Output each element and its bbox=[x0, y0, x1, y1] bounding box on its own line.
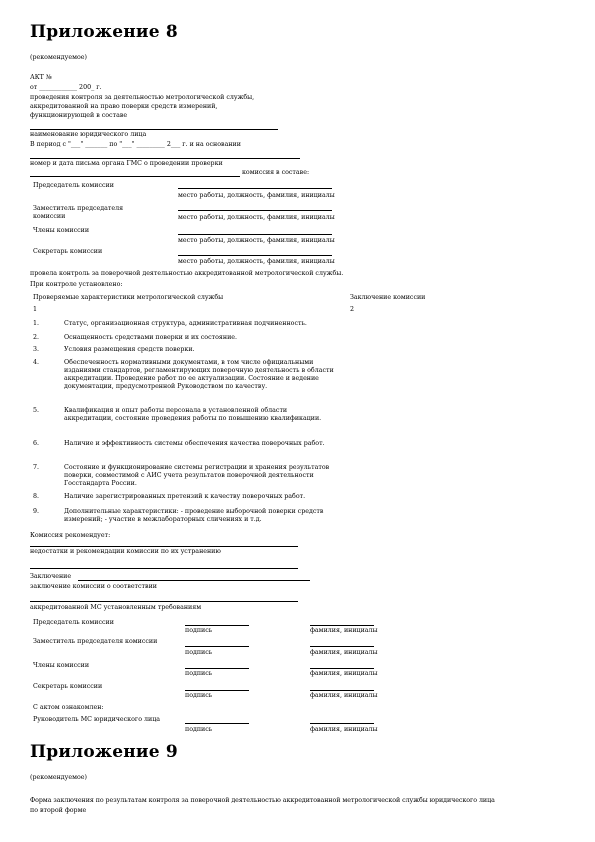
shortcomings-caption: недостатки и рекомендации комиссии по их устранению bbox=[30, 548, 221, 555]
appendix-8-recommended: (рекомендуемое) bbox=[30, 54, 87, 61]
sign-members-line bbox=[185, 668, 249, 669]
sign-members-sig: подпись bbox=[185, 670, 213, 677]
gms-line bbox=[30, 158, 300, 159]
appendix-8-title: Приложение 8 bbox=[30, 22, 178, 42]
head-sig-line bbox=[185, 723, 249, 724]
conclusion-label: Заключение bbox=[30, 573, 72, 580]
table-row-num: 7. bbox=[33, 464, 40, 471]
commission-line bbox=[30, 176, 240, 177]
member-chairman: Председатель комиссии bbox=[33, 182, 114, 189]
table-row-num: 9. bbox=[33, 508, 40, 515]
table-row-num: 4. bbox=[33, 359, 40, 366]
sign-chairman-sig: подпись bbox=[185, 627, 213, 634]
conclusion-line bbox=[78, 580, 310, 581]
sign-members-role: Члены комиссии bbox=[33, 662, 90, 669]
appendix-9-recommended: (рекомендуемое) bbox=[30, 774, 87, 781]
table-row-num: 3. bbox=[33, 346, 40, 353]
table-row-text: Статус, организационная структура, административная подчиненность. bbox=[64, 320, 307, 327]
member-secretary-caption: место работы, должность, фамилия, инициалы bbox=[178, 258, 335, 265]
member-secretary-line bbox=[178, 255, 332, 256]
table-col2-header: Заключение комиссии bbox=[350, 294, 426, 301]
member-chairman-caption: место работы, должность, фамилия, инициалы bbox=[178, 192, 335, 199]
sign-secretary-name: фамилия, инициалы bbox=[310, 692, 378, 699]
established-label: При контроле установлено: bbox=[30, 281, 123, 288]
table-row-text: Состояние и функционирование системы регистрации и хранения результатов поверки, совместимой с АИС учета результатов поверочной деятельности Госстандарта России. bbox=[64, 464, 330, 487]
sign-chairman-name-line bbox=[310, 625, 374, 626]
head-role: Руководитель МС юридического лица bbox=[33, 716, 161, 723]
act-period: В период с "___" _______ по "___" _________ 2___ г. и на основании bbox=[30, 141, 241, 148]
sign-chairman-role: Председатель комиссии bbox=[33, 619, 114, 626]
accredited-caption: аккредитованной МС установленным требованиям bbox=[30, 604, 202, 611]
table-row-num: 8. bbox=[33, 493, 40, 500]
member-members-line bbox=[178, 234, 332, 235]
table-row-num: 1. bbox=[33, 320, 40, 327]
member-deputy-line bbox=[178, 210, 332, 211]
sign-secretary-role: Секретарь комиссии bbox=[33, 683, 103, 690]
act-purpose-line2: аккредитованной на право поверки средств измерений, bbox=[30, 103, 218, 110]
table-row-text: Наличие и эффективность системы обеспечения качества поверочных работ. bbox=[64, 440, 325, 447]
recommends-line bbox=[30, 546, 298, 547]
act-number: АКТ № bbox=[30, 74, 52, 81]
table-row-text: Наличие зарегистрированных претензий к качеству поверочных работ. bbox=[64, 493, 306, 500]
sign-secretary-line bbox=[185, 690, 249, 691]
appendix-9-form-line2: по второй форме bbox=[30, 807, 87, 814]
table-row-text: Дополнительные характеристики: - проведение выборочной поверки средств измерений; - участие в межлабораторных сличениях и т.д. bbox=[64, 508, 324, 523]
head-sig: подпись bbox=[185, 726, 213, 733]
table-row-text: Условия размещения средств поверки. bbox=[64, 346, 195, 353]
commission-label: комиссия в составе: bbox=[242, 169, 310, 176]
act-date: от ____________ 200_ г. bbox=[30, 84, 102, 91]
member-members-caption: место работы, должность, фамилия, инициалы bbox=[178, 237, 335, 244]
gms-caption: номер и дата письма органа ГМС о проведении проверки bbox=[30, 160, 223, 167]
appendix-9-form-line1: Форма заключения по результатам контроля за поверочной деятельностью аккредитованной метрологической службы юридического лица bbox=[30, 797, 495, 804]
org-caption: наименование юридического лица bbox=[30, 131, 147, 138]
sign-secretary-name-line bbox=[310, 690, 374, 691]
member-deputy: Заместитель председателя комиссии bbox=[33, 205, 124, 220]
conclusion-caption: заключение комиссии о соответствии bbox=[30, 583, 157, 590]
table-row-text: Оснащенность средствами поверки и их состояние. bbox=[64, 334, 237, 341]
table-row-text: Обеспеченность нормативными документами, в том числе официальными изданиями стандартов, регламентирующих поверочную деятельность в области аккредитации. Проведение работ по ее актуализации. Состояние и ведение документации, предусмотренной Руководством по качеству. bbox=[64, 359, 334, 390]
act-purpose-line1: проведения контроля за деятельностью метрологической службы, bbox=[30, 94, 255, 101]
sign-deputy-role: Заместитель председателя комиссии bbox=[33, 638, 158, 645]
member-secretary: Секретарь комиссии bbox=[33, 248, 103, 255]
member-chairman-line bbox=[178, 188, 332, 189]
sign-deputy-name: фамилия, инициалы bbox=[310, 649, 378, 656]
sign-chairman-line bbox=[185, 625, 249, 626]
conclusion-line-2 bbox=[30, 601, 298, 602]
head-name-line bbox=[310, 723, 374, 724]
table-row-num: 6. bbox=[33, 440, 40, 447]
table-col1-header: Проверяемые характеристики метрологической службы bbox=[33, 294, 224, 301]
control-text: провела контроль за поверочной деятельностью аккредитованной метрологической службы. bbox=[30, 270, 344, 277]
table-col2-num: 2 bbox=[350, 306, 355, 313]
table-row-num: 5. bbox=[33, 407, 40, 414]
sign-deputy-line bbox=[185, 646, 249, 647]
table-col1-num: 1 bbox=[33, 306, 38, 313]
act-purpose-line3: функционирующей в составе bbox=[30, 112, 128, 119]
recommends-label: Комиссия рекомендует: bbox=[30, 532, 111, 539]
member-members: Члены комиссии bbox=[33, 227, 90, 234]
head-name: фамилия, инициалы bbox=[310, 726, 378, 733]
acquainted-label: С актом ознакомлен: bbox=[33, 704, 104, 711]
sign-deputy-sig: подпись bbox=[185, 649, 213, 656]
sign-members-name: фамилия, инициалы bbox=[310, 670, 378, 677]
table-row-text: Квалификация и опыт работы персонала в установленной области аккредитации, состояние проведения работы по повышению квалификации. bbox=[64, 407, 322, 422]
sign-secretary-sig: подпись bbox=[185, 692, 213, 699]
sign-chairman-name: фамилия, инициалы bbox=[310, 627, 378, 634]
sign-members-name-line bbox=[310, 668, 374, 669]
member-deputy-caption: место работы, должность, фамилия, инициалы bbox=[178, 214, 335, 221]
org-line bbox=[30, 129, 278, 130]
appendix-9-title: Приложение 9 bbox=[30, 742, 178, 762]
sign-deputy-name-line bbox=[310, 646, 374, 647]
table-row-num: 2. bbox=[33, 334, 40, 341]
shortcomings-line bbox=[30, 568, 298, 569]
